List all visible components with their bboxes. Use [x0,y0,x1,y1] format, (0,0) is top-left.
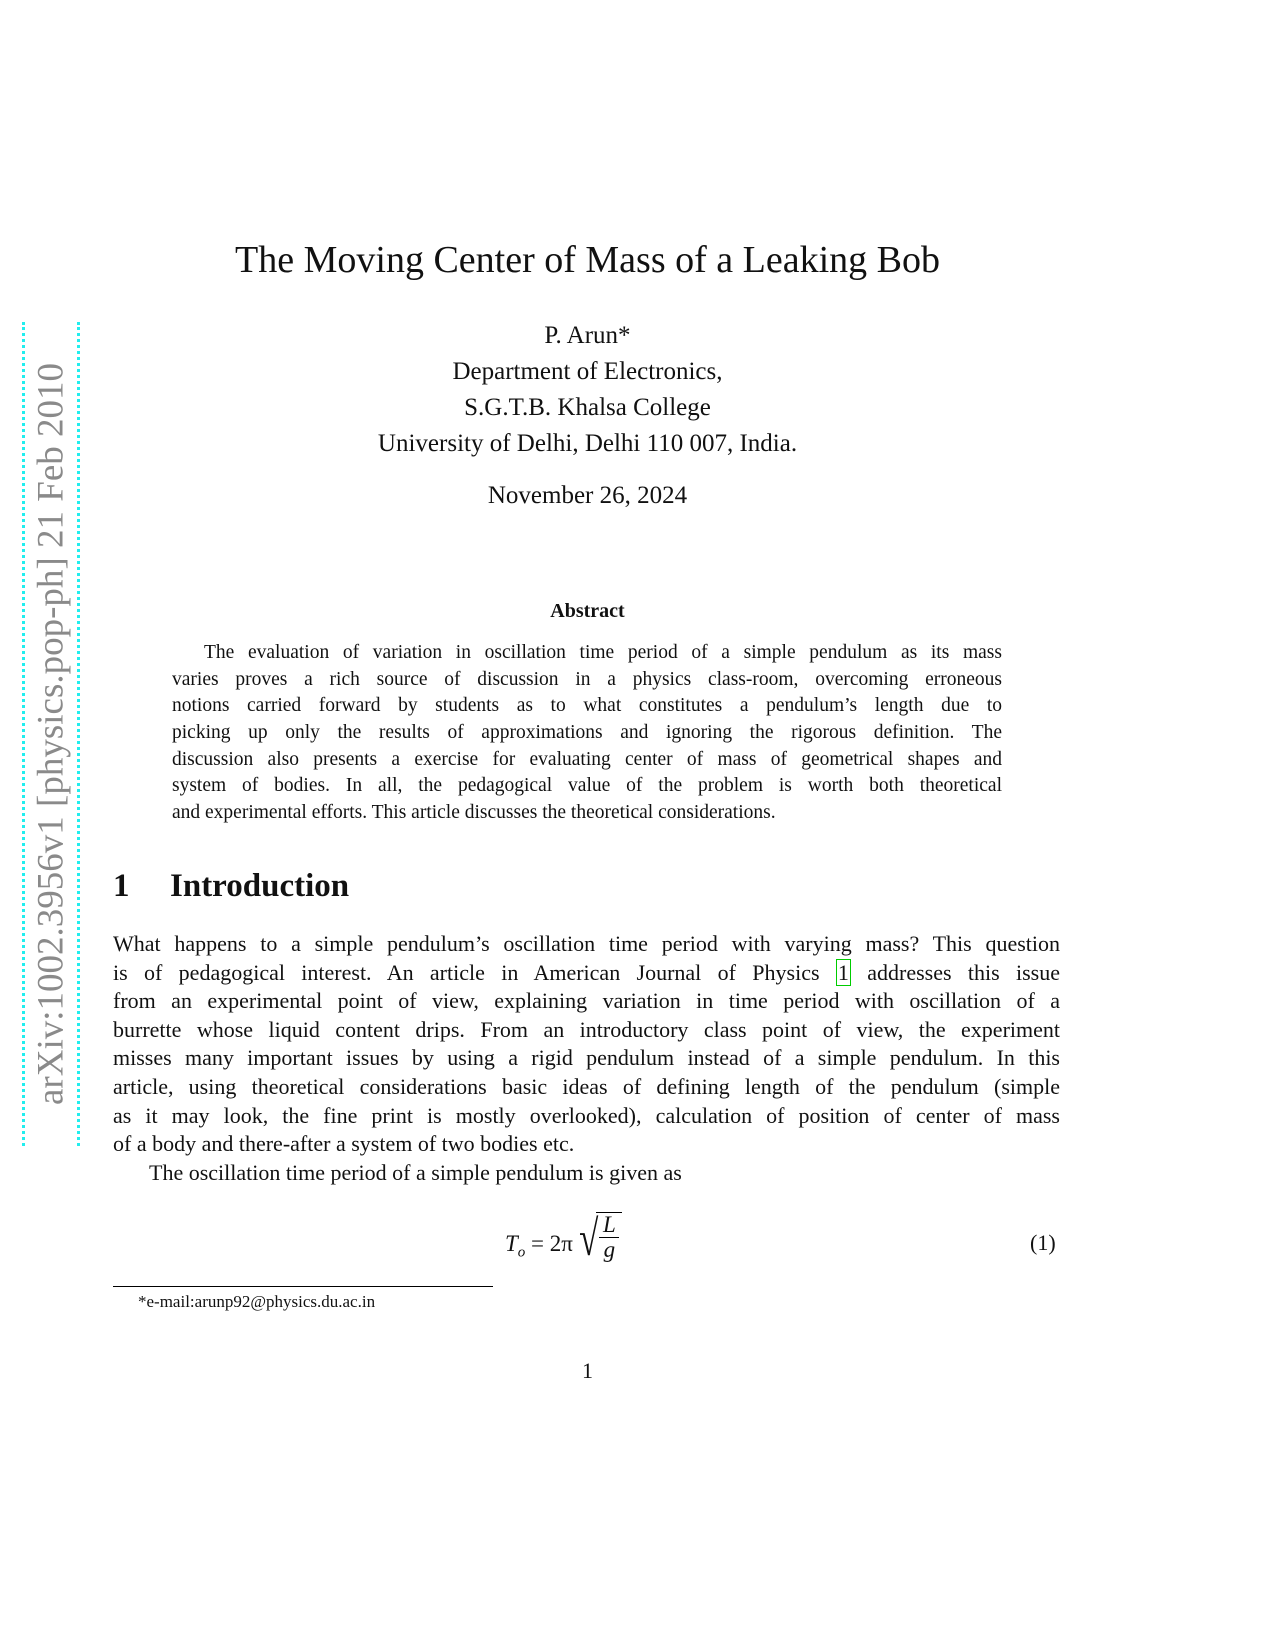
intro-line-text: addresses this issue [867,959,1061,985]
abstract-line: varies proves a rich source of discussion in a physics class-room, overcoming erroneous [172,668,1002,690]
author-name: P. Arun* [544,322,631,349]
section-title: Introduction [170,868,350,904]
footnote: *e-mail:arunp92@physics.du.ac.in [138,1292,376,1311]
eq-coefficient: = 2π [525,1230,573,1256]
affiliation-college: S.G.T.B. Khalsa College [464,394,711,421]
affiliation-university: University of Delhi, Delhi 110 007, India. [377,430,798,457]
intro-line: article, using theoretical considerations basic ideas of defining length of the pendulum (simple [113,1073,1060,1099]
intro-line-text: is of pedagogical interest. An article in American Journal of Physics [113,959,820,985]
section-heading [113,868,349,905]
abstract-line: picking up only the results of approximations and ignoring the rigorous definition. The [172,722,1002,744]
paper-date: November 26, 2024 [487,482,688,509]
abstract-heading: Abstract [550,600,625,622]
intro-line: from an experimental point of view, explaining variation in time period with oscillation of a [113,988,1060,1014]
paper-title: The Moving Center of Mass of a Leaking Bob [235,239,940,281]
abstract-body [172,640,1002,827]
intro-line: of a body and there-after a system of two bodies etc. [113,1131,575,1157]
eq-lhs: T [505,1230,518,1256]
author-block [0,318,1175,462]
equation-label: (1) [1030,1230,1056,1255]
eq-subscript: o [517,1244,526,1261]
section-number: 1 [113,868,130,904]
intro-line: The oscillation time period of a simple pendulum is given as [149,1159,682,1185]
equation-1 [505,1205,622,1266]
abstract-line: system of bodies. In all, the pedagogical value of the problem is worth both theoretical [172,775,1002,797]
footnote-rule [113,1286,493,1287]
abstract-line: discussion also presents a exercise for evaluating center of mass of geometrical shapes and [172,748,1002,770]
citation-link[interactable]: 1 [837,959,849,985]
affiliation-dept: Department of Electronics, [452,358,723,385]
eq-denominator: g [603,1237,616,1262]
introduction-body [113,930,1060,1187]
intro-line [113,959,1060,988]
page-number: 1 [582,1358,593,1383]
intro-line: as it may look, the fine print is mostly overlooked), calculation of position of center of mass [113,1102,1060,1128]
abstract-line: The evaluation of variation in oscillation time period of a simple pendulum as its mass [204,642,1002,663]
eq-numerator: L [602,1212,616,1237]
intro-line: misses many important issues by using a rigid pendulum instead of a simple pendulum. In this [113,1045,1060,1071]
intro-line: What happens to a simple pendulum’s oscillation time period with varying mass? This question [113,931,1060,956]
sqrt-symbol: √ [579,1210,599,1266]
abstract-line: and experimental efforts. This article discusses the theoretical considerations. [172,802,776,824]
abstract-line: notions carried forward by students as to what constitutes a pendulum’s length due to [172,695,1002,717]
intro-line: burrette whose liquid content drips. From an introductory class point of view, the experiment [113,1016,1060,1042]
arxiv-id-text: arXiv:1002.3956v1 [physics.pop-ph] 21 Feb 2010 [30,363,72,1105]
